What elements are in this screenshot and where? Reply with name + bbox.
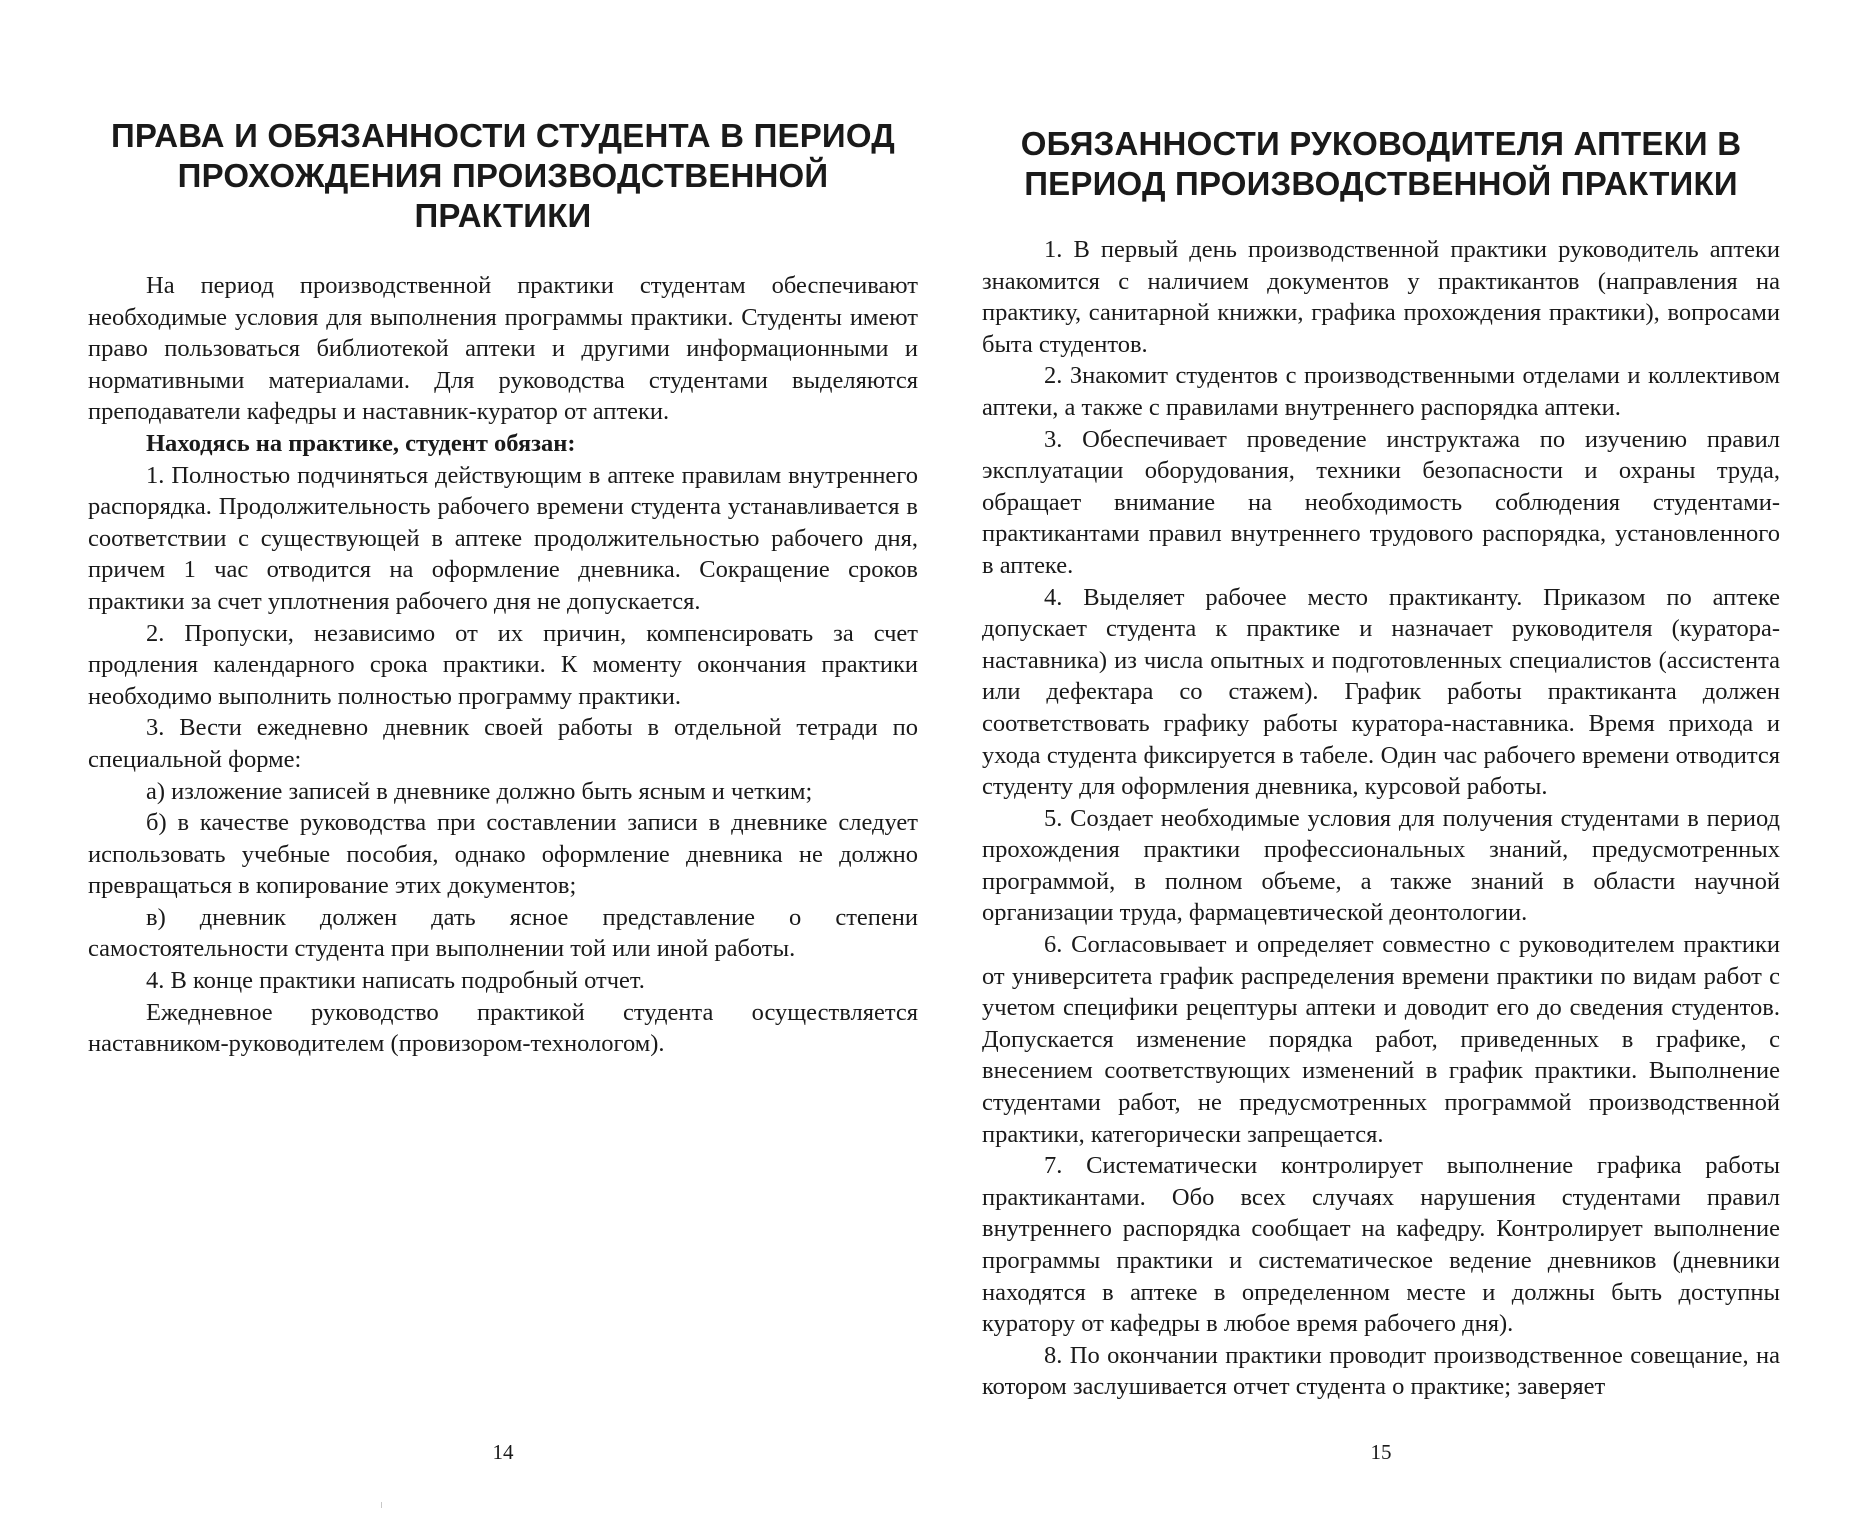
paragraph: б) в качестве руководства при составлении записи в дневнике следует использовать учебные пособия, однако оформление дневника не должно превращаться в копирование этих документов; xyxy=(88,809,918,900)
paragraph: в) дневник должен дать ясное представление о степени самостоятельности студента при выполнении той или иной работы. xyxy=(88,903,918,963)
left-page-body xyxy=(88,270,918,1060)
left-page xyxy=(88,0,918,1530)
paragraph: 5. Создает необходимые условия для получения студентами в период прохождения практики профессиональных знаний, предусмотренных программой, в полном объеме, а также знаний в области научной организации труда, фармацевтической деонтологии. xyxy=(982,804,1780,927)
right-page-body xyxy=(982,234,1780,1403)
paragraph: 4. Выделяет рабочее место практиканту. Приказом по аптеке допускает студента к практике и назначает руководителя (куратора-наставника) из числа опытных и подготовленных специалистов (ассистента или дефектара со стажем). График работы практиканта должен соответствовать графику работы куратора-наставника. Время прихода и ухода студента фиксируется в табеле. Один час рабочего времени отводится студенту для оформления дневника, курсовой работы. xyxy=(982,583,1780,801)
paragraph: Ежедневное руководство практикой студента осуществляется наставником-руководителем (провизором-технологом). xyxy=(88,998,918,1058)
paragraph: а) изложение записей в дневнике должно быть ясным и четким; xyxy=(146,777,813,805)
scan-artifact xyxy=(381,1502,382,1508)
paragraph-subheading: Находясь на практике, студент обязан: xyxy=(146,429,576,457)
paragraph: 2. Пропуски, независимо от их причин, компенсировать за счет продления календарного срока практики. К моменту окончания практики необходимо выполнить полностью программу практики. xyxy=(88,619,918,710)
paragraph: 7. Систематически контролирует выполнение графика работы практикантами. Обо всех случаях нарушения студентами правил внутреннего распорядка сообщает на кафедру. Контролирует выполнение программы практики и систематическое ведение дневников (дневники находятся в аптеке в определенном месте и должны быть доступны куратору от кафедры в любое время рабочего дня). xyxy=(982,1152,1780,1338)
left-page-title: ПРАВА И ОБЯЗАННОСТИ СТУДЕНТА В ПЕРИОД ПРОХОЖДЕНИЯ ПРОИЗВОДСТВЕННОЙ ПРАКТИКИ xyxy=(111,117,895,234)
paragraph: 1. В первый день производственной практики руководитель аптеки знакомится с наличием документов у практикантов (направления на практику, санитарной книжки, графика прохождения практики), вопросами быта студентов. xyxy=(982,236,1780,358)
paragraph: 2. Знакомит студентов с производственными отделами и коллективом аптеки, а также с правилами внутреннего распорядка аптеки. xyxy=(982,362,1780,421)
page-number: 15 xyxy=(1370,1440,1392,1464)
paragraph: На период производственной практики студентам обеспечивают необходимые условия для выполнения программы практики. Студенты имеют право пользоваться библиотекой аптеки и другими информационными и нормативными материалами. Для руководства студентами выделяются преподаватели кафедры и наставник-куратор от аптеки. xyxy=(88,272,918,426)
right-page xyxy=(982,0,1780,1530)
paragraph: 4. В конце практики написать подробный отчет. xyxy=(146,967,645,995)
paragraph: 6. Согласовывает и определяет совместно с руководителем практики от университета график распределения времени практики по видам работ с учетом специфики рецептуры аптеки и доводит его до сведения студентов. Допускается изменение порядка работ, приведенных в графике, с внесением соответствующих изменений в график практики. Выполнение студентами работ, не предусмотренных программой производственной практики, категорически запрещается. xyxy=(982,931,1780,1148)
paragraph: 8. По окончании практики проводит производственное совещание, на котором заслушивается отчет студента о практике; заверяет xyxy=(982,1341,1780,1401)
paragraph: 3. Вести ежедневно дневник своей работы в отдельной тетради по специальной форме: xyxy=(88,714,918,773)
paragraph: 3. Обеспечивает проведение инструктажа по изучению правил эксплуатации оборудования, техники безопасности и охраны труда, обращает внимание на необходимость соблюдения студентами-практикантами правил внутреннего трудового распорядка, установленного в аптеке. xyxy=(982,425,1780,579)
page-number: 14 xyxy=(492,1440,514,1464)
paragraph: 1. Полностью подчиняться действующим в аптеке правилам внутреннего распорядка. Продолжительность рабочего времени студента устанавливается в соответствии с существующей в аптеке продолжительностью рабочего дня, причем 1 час отводится на оформление дневника. Сокращение сроков практики за счет уплотнения рабочего дня не допускается. xyxy=(88,461,918,615)
right-page-title: ОБЯЗАННОСТИ РУКОВОДИТЕЛЯ АПТЕКИ В ПЕРИОД ПРОИЗВОДСТВЕННОЙ ПРАКТИКИ xyxy=(1020,125,1742,202)
